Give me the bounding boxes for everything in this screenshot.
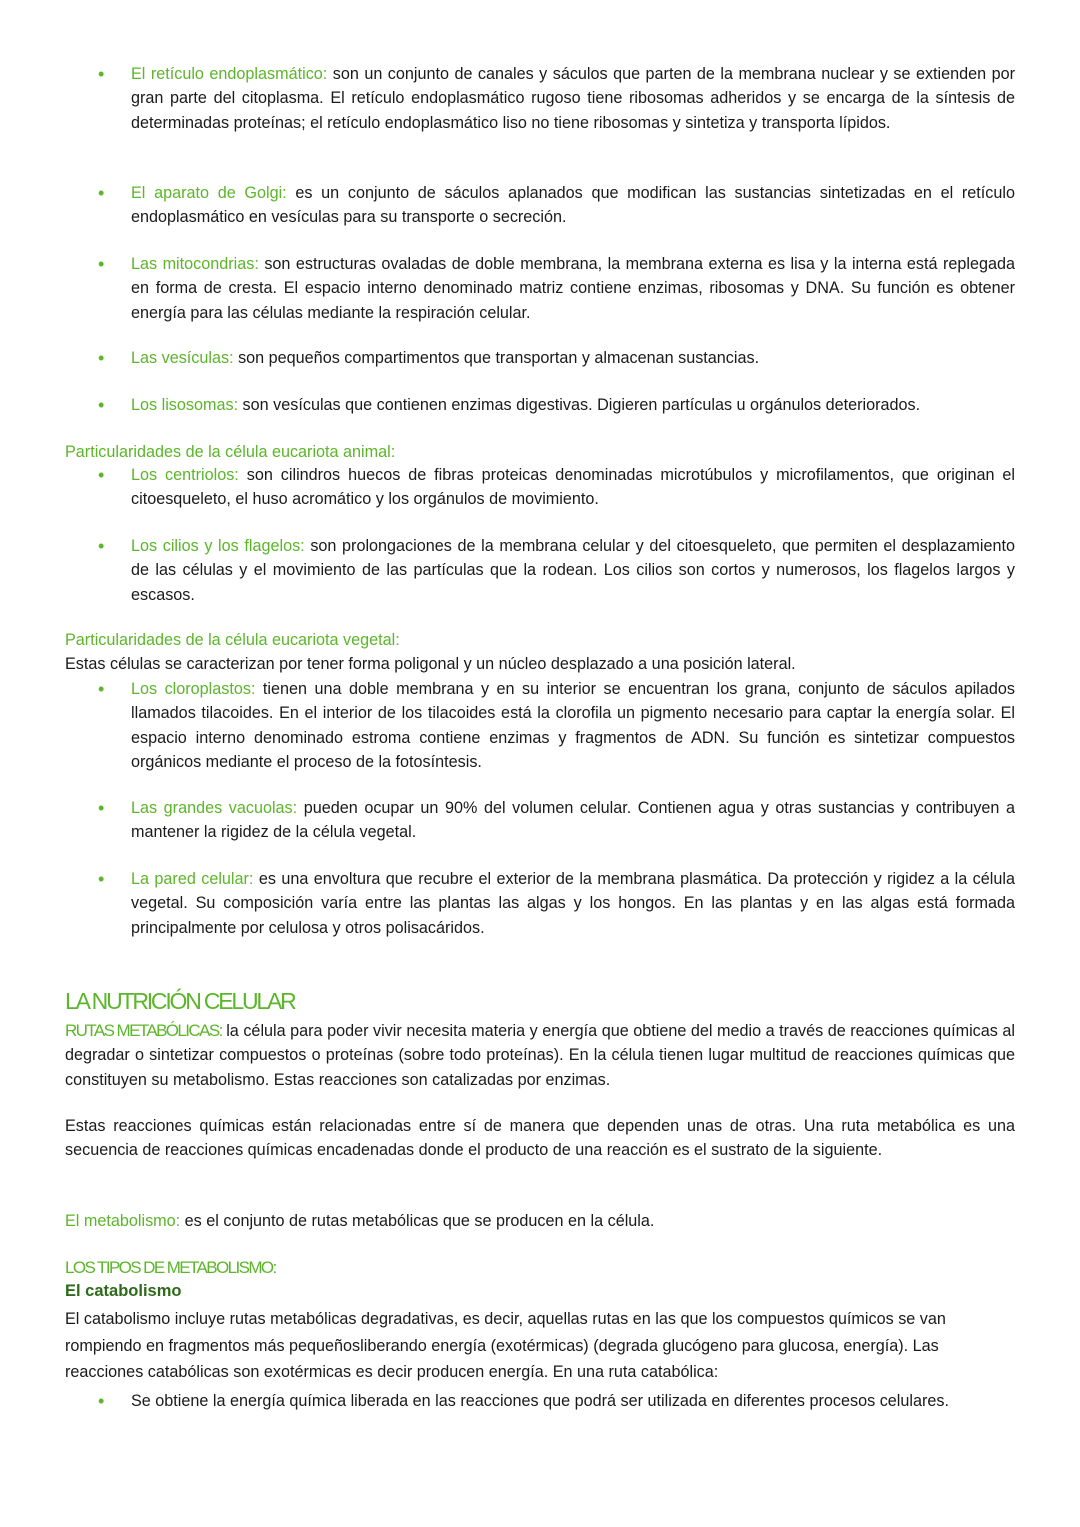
list-item [98, 867, 1015, 940]
organelles-list [98, 252, 1015, 325]
catabolismo-heading: El catabolismo [65, 1282, 182, 1300]
list-item [98, 393, 1015, 417]
list-item [98, 677, 1015, 775]
metabolismo-paragraph [65, 1209, 1015, 1233]
definition: pueden ocupar un 90% del volumen celular. Contienen agua y otras sustancias y contribuyen a mantener la rigidez de la célula vegetal. [131, 799, 1016, 842]
term: Los centriolos: [131, 466, 239, 484]
vegetal-list [98, 867, 1015, 940]
term: Los cloroplastos: [131, 680, 256, 698]
catabolismo-paragraph: El catabolismo incluye rutas metabólicas degradativas, es decir, aquellas rutas en las que los compuestos químicos se van rompiendo en fragmentos más pequeñosliberando energía (exotérmicas) (degrada glucógeno para glucosa, energía). Las reacciones catabólicas son exotérmicas es decir producen energía. En una ruta catabólica: [65, 1310, 946, 1381]
animal-heading: Particularidades de la célula eucariota animal: [65, 443, 396, 461]
definition: es un conjunto de sáculos aplanados que modifican las sustancias sintetizadas en el retículo endoplasmático en vesículas para su transporte o secreción. [131, 184, 1015, 227]
animal-list [98, 534, 1015, 607]
list-item [98, 346, 1015, 370]
organelles-list [98, 346, 1015, 370]
term: La pared celular: [131, 870, 254, 888]
metabolic-route-paragraph: Estas reacciones químicas están relacionadas entre sí de manera que dependen unas de otras. Una ruta metabólica es una secuencia de reacciones químicas encadenadas donde el producto de una reacción es el sustrato de la siguiente. [65, 1117, 1015, 1160]
definition: tienen una doble membrana y en su interior se encuentran los grana, conjunto de sáculos apilados llamados tilacoides. En el interior de los tilacoides está la clorofila un pigmento necesario para captar la energía solar. El espacio interno denominado estroma contiene enzimas y fragmentos de ADN. Su función es sintetizar compuestos orgánicos mediante el proceso de la fotosíntesis. [131, 680, 1015, 772]
term: El retículo endoplasmático: [131, 65, 328, 83]
organelles-list [98, 393, 1015, 417]
rutas-text: la célula para poder vivir necesita materia y energía que obtiene del medio a través de reacciones químicas al degradar o sintetizar compuestos o proteínas (sobre todo proteínas). En la célula tienen lugar multitud de reacciones químicas que constituyen su metabolismo. Estas reacciones son catalizadas por enzimas. [65, 1022, 1015, 1089]
animal-list [98, 463, 1015, 512]
definition: son prolongaciones de la membrana celular y del citoesqueleto, que permiten el desplazamiento de las células y el movimiento de las partículas que la rodean. Los cilios son cortos y numerosos, los flagelos largos y escasos. [131, 537, 1015, 604]
list-item [98, 252, 1015, 325]
vegetal-intro: Estas células se caracterizan por tener forma poligonal y un núcleo desplazado a una posición lateral. [65, 655, 796, 673]
definition: son pequeños compartimentos que transportan y almacenan sustancias. [233, 349, 760, 367]
vegetal-list [98, 677, 1015, 775]
list-item [98, 534, 1015, 607]
definition: son estructuras ovaladas de doble membrana, la membrana externa es lisa y la interna está replegada en forma de cresta. El espacio interno denominado matriz contiene enzimas, ribosomas y DNA. Su función es obtener energía para las células mediante la respiración celular. [131, 255, 1015, 322]
catabolismo-list [98, 1389, 1015, 1413]
list-item: • Se obtiene la energía química liberada en las reacciones que podrá ser utilizada en diferentes procesos celulares. [98, 1389, 1015, 1413]
term: El metabolismo: [65, 1212, 181, 1230]
term: Los lisosomas: [131, 396, 239, 414]
definition: son vesículas que contienen enzimas digestivas. Digieren partículas u orgánulos deteriorados. [238, 396, 921, 414]
rutas-paragraph [65, 1019, 1015, 1092]
list-item [98, 181, 1015, 230]
rutas-label: RUTAS METABÓLICAS: [65, 1021, 222, 1040]
organelles-list [98, 181, 1015, 230]
nutricion-title: LA NUTRICIÓN CELULAR [65, 988, 295, 1014]
list-item [98, 463, 1015, 512]
term: Las mitocondrias: [131, 255, 259, 273]
definition: es el conjunto de rutas metabólicas que se producen en la célula. [180, 1212, 655, 1230]
definition: son un conjunto de canales y sáculos que parten de la membrana nuclear y se extienden por gran parte del citoplasma. El retículo endoplasmático rugoso tiene ribosomas adheridos y se encarga de la síntesis de determinadas proteínas; el retículo endoplasmático liso no tiene ribosomas y sintetiza y transporta lípidos. [131, 65, 1016, 132]
definition: son cilindros huecos de fibras proteicas denominadas microtúbulos y microfilamentos, que originan el citoesqueleto, el huso acromático y los orgánulos de movimiento. [131, 466, 1015, 509]
list-item [98, 62, 1015, 135]
term: Los cilios y los flagelos: [131, 537, 305, 555]
vegetal-list [98, 796, 1015, 845]
definition: es una envoltura que recubre el exterior de la membrana plasmática. Da protección y rigidez a la célula vegetal. Su composición varía entre las plantas las algas y los hongos. En las plantas y en las algas está formada principalmente por celulosa y otros polisacáridos. [131, 870, 1015, 937]
organelles-list [98, 62, 1015, 135]
vegetal-heading: Particularidades de la célula eucariota vegetal: [65, 631, 400, 649]
term: Las grandes vacuolas: [131, 799, 298, 817]
term: El aparato de Golgi: [131, 184, 287, 202]
list-item [98, 796, 1015, 845]
term: Las vesículas: [131, 349, 234, 367]
tipos-title: LOS TIPOS DE METABOLISMO: [65, 1258, 276, 1277]
